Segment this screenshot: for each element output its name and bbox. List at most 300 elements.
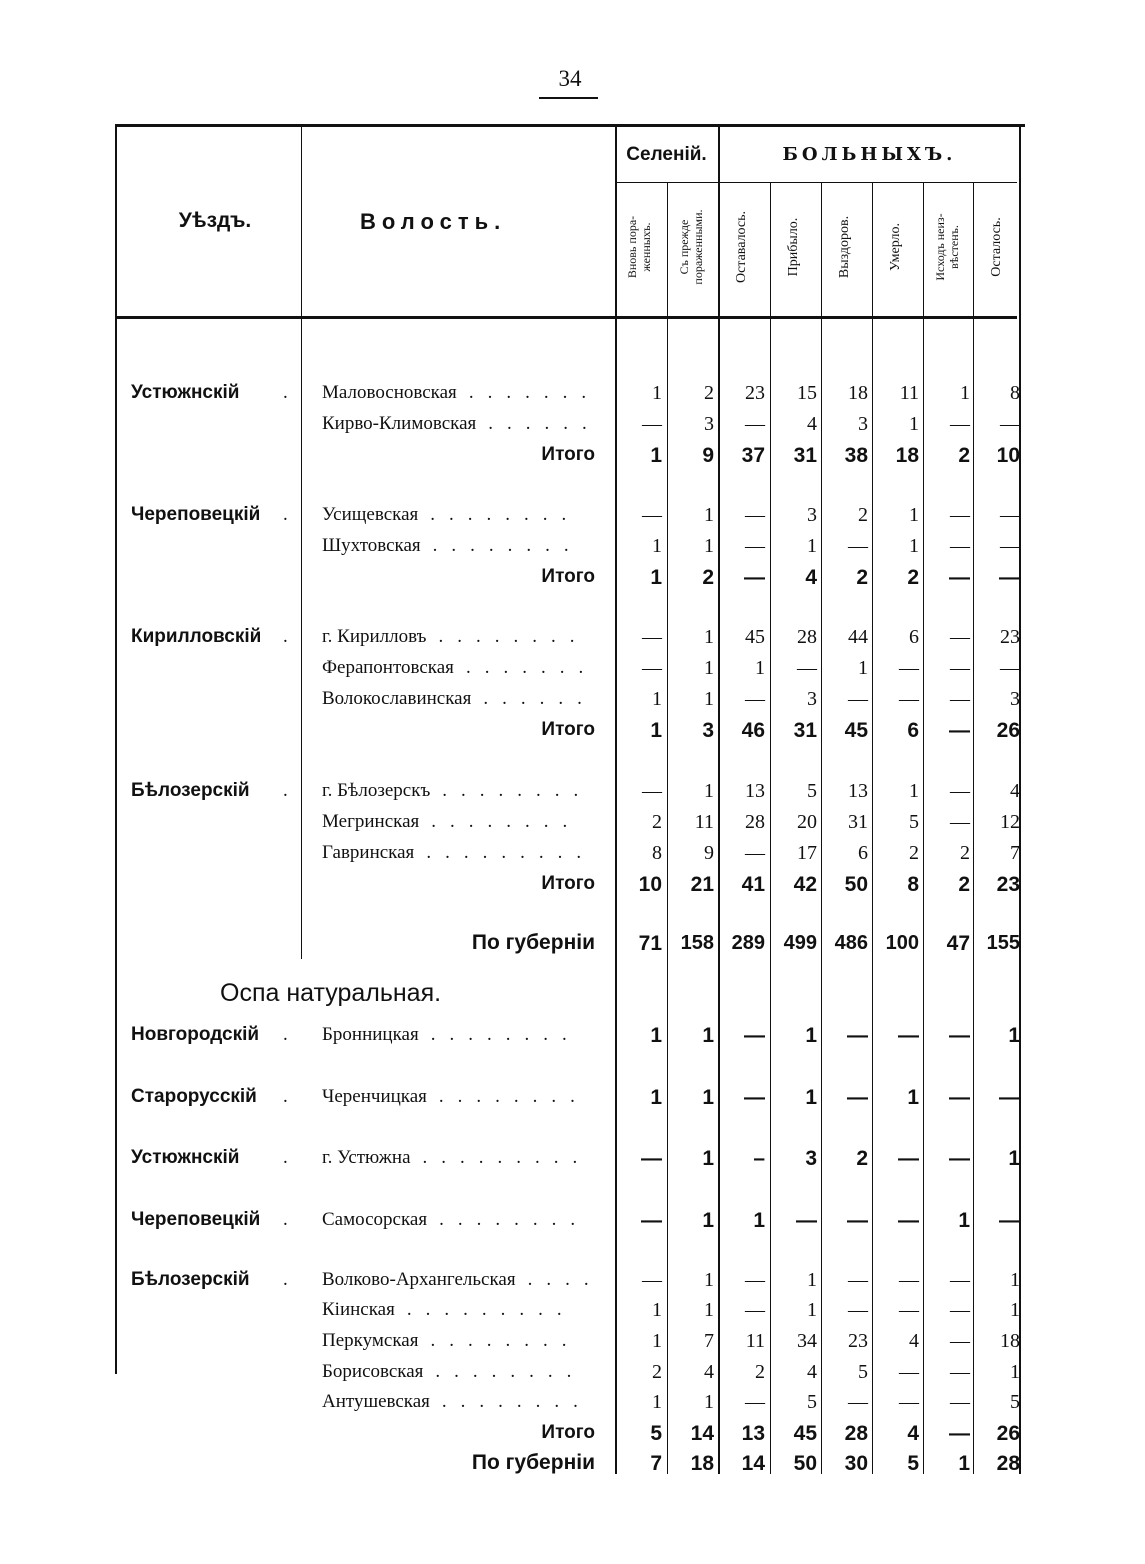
volost-name: г. Устюжна xyxy=(322,1147,411,1168)
cell-value: 1 xyxy=(807,1299,817,1321)
cell-value: 1 xyxy=(907,1086,919,1109)
volost-label xyxy=(322,1330,418,1352)
cell-value: 8 xyxy=(652,842,662,864)
cell-value: 47 xyxy=(946,932,970,955)
subheader-4 xyxy=(821,184,869,309)
itogo-label: Итого xyxy=(541,1422,595,1443)
cell-value: — xyxy=(950,1299,970,1321)
leader-dots: ........ xyxy=(438,626,589,647)
cell-value: 2 xyxy=(907,566,919,589)
subheader-3 xyxy=(770,184,818,309)
table-top-rule xyxy=(115,124,1025,127)
section-title-ospa: Оспа натуральная. xyxy=(220,979,442,1007)
cell-value: 3 xyxy=(702,719,714,742)
subheader-2 xyxy=(718,184,766,309)
cell-value: 1 xyxy=(909,413,919,435)
cell-value: 1 xyxy=(1008,1147,1020,1170)
cell-value: 12 xyxy=(1000,811,1020,833)
cell-value: 100 xyxy=(885,932,919,954)
uezd-label: Старорусскій xyxy=(131,1086,257,1107)
volost-label xyxy=(322,413,476,435)
subheader-5 xyxy=(872,184,920,309)
cell-value: 46 xyxy=(741,719,765,742)
cell-value: 3 xyxy=(1010,688,1020,710)
cell-value: 1 xyxy=(1010,1361,1020,1383)
cell-value: 1 xyxy=(652,382,662,404)
cell-value: — xyxy=(899,1299,919,1321)
cell-value: 28 xyxy=(996,1452,1020,1475)
leader-dot: . xyxy=(283,1147,288,1168)
cell-value: — xyxy=(949,1147,970,1170)
cell-value: — xyxy=(745,842,765,864)
uezd-volost-divider xyxy=(301,124,302,959)
uezd-label: Череповецкій xyxy=(131,1209,261,1230)
cell-value: 1 xyxy=(652,688,662,710)
cell-value: — xyxy=(744,566,765,589)
cell-value: 13 xyxy=(848,780,868,802)
cell-value: 1 xyxy=(958,1209,970,1232)
cell-value: — xyxy=(898,1024,919,1047)
cell-value: 3 xyxy=(704,413,714,435)
cell-value: 1 xyxy=(652,1391,662,1413)
cell-value: 3 xyxy=(807,688,817,710)
cell-value: 1 xyxy=(650,444,662,467)
cell-value: — xyxy=(999,1086,1020,1109)
volost-label xyxy=(322,1299,395,1321)
leader-dots: ........ xyxy=(439,1209,590,1230)
cell-value: 1 xyxy=(753,1209,765,1232)
cell-value: — xyxy=(745,1299,765,1321)
cell-value: 3 xyxy=(858,413,868,435)
statistics-table xyxy=(115,124,1025,1484)
cell-value: — xyxy=(641,1209,662,1232)
subheader-0 xyxy=(615,184,663,309)
cell-value: 1 xyxy=(909,504,919,526)
cell-value: 20 xyxy=(797,811,817,833)
cell-value: 28 xyxy=(844,1422,868,1445)
leader-dots: ........ xyxy=(432,535,583,556)
volost-name: Шухтовская xyxy=(322,535,421,556)
volost-name: г. Кирилловъ xyxy=(322,626,427,647)
cell-value: — xyxy=(899,657,919,679)
cell-value: 2 xyxy=(704,382,714,404)
cell-value: — xyxy=(1000,657,1020,679)
volost-label xyxy=(322,1086,427,1108)
cell-value: — xyxy=(999,1209,1020,1232)
cell-value: 44 xyxy=(848,626,868,648)
leader-dots: ...... xyxy=(483,688,596,709)
leader-dot: . xyxy=(283,1086,288,1107)
cell-value: — xyxy=(949,1024,970,1047)
leader-dot: . xyxy=(283,780,288,801)
cell-value: — xyxy=(848,535,868,557)
uezd-label: Кирилловскій xyxy=(131,626,262,647)
cell-value: 1 xyxy=(650,566,662,589)
cell-value: — xyxy=(641,1147,662,1170)
uezd-label: Бѣлозерскій xyxy=(131,1269,250,1290)
cell-value: 45 xyxy=(793,1422,817,1445)
volost-label xyxy=(322,657,454,679)
cell-value: — xyxy=(847,1209,868,1232)
volost-name: Гавринская xyxy=(322,842,415,863)
cell-value: 26 xyxy=(996,719,1020,742)
cell-value: 1 xyxy=(702,1209,714,1232)
cell-value: — xyxy=(950,1330,970,1352)
cell-value: 3 xyxy=(807,504,817,526)
cell-value: — xyxy=(642,1269,662,1291)
header-volost: Волость. xyxy=(360,209,507,234)
volost-name: Усищевская xyxy=(322,504,419,525)
cell-value: 1 xyxy=(704,535,714,557)
cell-value: 7 xyxy=(1010,842,1020,864)
cell-value: 1 xyxy=(1010,1269,1020,1291)
cell-value: 1 xyxy=(807,1269,817,1291)
volost-name: Борисовская xyxy=(322,1361,424,1382)
cell-value: 37 xyxy=(741,444,765,467)
cell-value: 45 xyxy=(745,626,765,648)
cell-value: 18 xyxy=(848,382,868,404)
subheader-1 xyxy=(667,184,715,309)
cell-value: — xyxy=(744,1086,765,1109)
leader-dots: ........ xyxy=(435,1361,586,1382)
leader-dot: . xyxy=(283,1209,288,1230)
cell-value: 4 xyxy=(907,1422,919,1445)
cell-value: 17 xyxy=(797,842,817,864)
cell-value: 1 xyxy=(958,1452,970,1475)
cell-value: 45 xyxy=(844,719,868,742)
cell-value: — xyxy=(745,504,765,526)
cell-value: — xyxy=(999,566,1020,589)
cell-value: 2 xyxy=(652,1361,662,1383)
cell-value: 1 xyxy=(755,657,765,679)
cell-value: — xyxy=(898,1147,919,1170)
volost-label xyxy=(322,504,418,526)
cell-value: 1 xyxy=(704,1269,714,1291)
cell-value: 21 xyxy=(690,873,714,896)
cell-value: — xyxy=(745,413,765,435)
cell-value: 2 xyxy=(856,1147,868,1170)
subheader-7 xyxy=(973,184,1021,309)
cell-value: 1 xyxy=(909,535,919,557)
cell-value: 38 xyxy=(844,444,868,467)
header-seleniy: Селеній. xyxy=(626,144,707,165)
itogo-label: Итого xyxy=(541,873,595,894)
cell-value: 5 xyxy=(858,1361,868,1383)
cell-value: — xyxy=(949,1422,970,1445)
volost-label xyxy=(322,626,426,648)
cell-value: 1 xyxy=(1008,1024,1020,1047)
leader-dots: ...... xyxy=(488,413,601,434)
cell-value: — xyxy=(899,1391,919,1413)
cell-value: — xyxy=(899,1361,919,1383)
cell-value: 9 xyxy=(702,444,714,467)
cell-value: 1 xyxy=(704,1299,714,1321)
cell-value: 28 xyxy=(797,626,817,648)
cell-value: 50 xyxy=(844,873,868,896)
cell-value: — xyxy=(848,1391,868,1413)
leader-dots: ........ xyxy=(430,1024,581,1045)
leader-dots: ........ xyxy=(442,780,593,801)
subheader-label: Выздоров. xyxy=(837,215,852,278)
cell-value: — xyxy=(950,780,970,802)
cell-value: 34 xyxy=(797,1330,817,1352)
cell-value: 14 xyxy=(741,1452,765,1475)
cell-value: 13 xyxy=(741,1422,765,1445)
subheader-label: Оставалось. xyxy=(734,210,749,283)
page-number-rule xyxy=(539,97,598,99)
cell-value: 5 xyxy=(907,1452,919,1475)
cell-value: — xyxy=(848,1269,868,1291)
cell-value: 15 xyxy=(797,382,817,404)
cell-value: 30 xyxy=(844,1452,868,1475)
cell-value: 1 xyxy=(1010,1299,1020,1321)
volost-label xyxy=(322,842,414,864)
leader-dots: ....... xyxy=(468,382,601,403)
cell-value: 14 xyxy=(690,1422,714,1445)
volost-label xyxy=(322,1391,430,1413)
cell-value: 2 xyxy=(755,1361,765,1383)
cell-value: — xyxy=(950,811,970,833)
cell-value: — xyxy=(745,535,765,557)
cell-value: 1 xyxy=(858,657,868,679)
volost-label xyxy=(322,535,421,557)
cell-value: — xyxy=(899,1269,919,1291)
volost-label xyxy=(322,811,419,833)
volost-name: Ферапонтовская xyxy=(322,657,454,678)
cell-value: 6 xyxy=(909,626,919,648)
cell-value: 1 xyxy=(909,780,919,802)
cell-value: 1 xyxy=(704,504,714,526)
volost-name: Кирво-Климовская xyxy=(322,413,477,434)
cell-value: 2 xyxy=(958,873,970,896)
volost-name: Перкумская xyxy=(322,1330,419,1351)
cell-value: 7 xyxy=(704,1330,714,1352)
uezd-label: Череповецкій xyxy=(131,504,261,525)
leader-dot: . xyxy=(283,1269,288,1290)
uezd-label: Новгородскій xyxy=(131,1024,260,1045)
cell-value: — xyxy=(950,1269,970,1291)
cell-value: 1 xyxy=(805,1024,817,1047)
cell-value: 9 xyxy=(704,842,714,864)
cell-value: 1 xyxy=(702,1024,714,1047)
cell-value: — xyxy=(950,1391,970,1413)
cell-value: 2 xyxy=(702,566,714,589)
cell-value: 41 xyxy=(741,873,765,896)
cell-value: 1 xyxy=(704,626,714,648)
cell-value: 1 xyxy=(652,535,662,557)
cell-value: — xyxy=(950,688,970,710)
volost-name: Кіинская xyxy=(322,1299,395,1320)
cell-value: — xyxy=(950,535,970,557)
cell-value: 31 xyxy=(848,811,868,833)
uezd-label: Устюжнскій xyxy=(131,1147,240,1168)
cell-value: 1 xyxy=(805,1086,817,1109)
leader-dot: . xyxy=(283,382,288,403)
volost-label xyxy=(322,780,430,802)
cell-value: – xyxy=(753,1147,765,1170)
cell-value: — xyxy=(950,657,970,679)
cell-value: 42 xyxy=(793,873,817,896)
cell-value: 155 xyxy=(986,932,1020,954)
volost-label xyxy=(322,1147,411,1169)
uezd-label: Устюжнскій xyxy=(131,382,240,403)
cell-value: 1 xyxy=(652,1330,662,1352)
cell-value: — xyxy=(744,1024,765,1047)
cell-value: — xyxy=(949,1086,970,1109)
leader-dots: ......... xyxy=(422,1147,592,1168)
cell-value: 1 xyxy=(702,1086,714,1109)
subheader-label: Прибыло. xyxy=(786,217,801,276)
uezd-label: Бѣлозерскій xyxy=(131,780,250,801)
cell-value: 4 xyxy=(807,413,817,435)
cell-value: 1 xyxy=(960,382,970,404)
cell-value: — xyxy=(797,657,817,679)
cell-value: 4 xyxy=(1010,780,1020,802)
header-uezd: Уѣздъ. xyxy=(178,209,252,232)
cell-value: 50 xyxy=(793,1452,817,1475)
cell-value: 1 xyxy=(650,1024,662,1047)
cell-value: 6 xyxy=(858,842,868,864)
cell-value: — xyxy=(796,1209,817,1232)
po-gubernii-label: По губерніи xyxy=(471,1451,595,1474)
cell-value: 26 xyxy=(996,1422,1020,1445)
itogo-label: Итого xyxy=(541,719,595,740)
cell-value: 23 xyxy=(745,382,765,404)
cell-value: 18 xyxy=(690,1452,714,1475)
cell-value: — xyxy=(745,1269,765,1291)
leader-dots: ........ xyxy=(430,504,581,525)
volost-label xyxy=(322,1209,427,1231)
cell-value: 158 xyxy=(680,932,714,954)
cell-value: — xyxy=(898,1209,919,1232)
cell-value: 23 xyxy=(848,1330,868,1352)
volost-name: Черенчицкая xyxy=(322,1086,427,1107)
cell-value: 2 xyxy=(958,444,970,467)
subheader-6 xyxy=(923,184,971,309)
leader-dots: .... xyxy=(527,1269,603,1290)
cell-value: 6 xyxy=(907,719,919,742)
cell-value: 23 xyxy=(996,873,1020,896)
cell-value: 8 xyxy=(907,873,919,896)
cell-value: 3 xyxy=(805,1147,817,1170)
cell-value: — xyxy=(848,1299,868,1321)
header-bottom-rule xyxy=(115,316,1017,319)
cell-value: 31 xyxy=(793,719,817,742)
subheader-label: Вновь пора- женныхъ. xyxy=(625,215,653,278)
cell-value: — xyxy=(642,626,662,648)
cell-value: 1 xyxy=(650,719,662,742)
volost-name: Маловосновская xyxy=(322,382,457,403)
volost-name: Самосорская xyxy=(322,1209,428,1230)
leader-dot: . xyxy=(283,1024,288,1045)
cell-value: — xyxy=(847,1024,868,1047)
volost-name: Волокославинская xyxy=(322,688,472,709)
volost-label xyxy=(322,1361,423,1383)
cell-value: 31 xyxy=(793,444,817,467)
page-number: 34 xyxy=(558,66,582,91)
cell-value: — xyxy=(899,688,919,710)
cell-value: 289 xyxy=(731,932,765,954)
group-header-rule xyxy=(615,182,1017,183)
subheader-label: Исходъ неиз- вѣстенъ. xyxy=(933,212,961,281)
cell-value: — xyxy=(642,780,662,802)
cell-value: — xyxy=(745,1391,765,1413)
cell-value: — xyxy=(642,657,662,679)
volost-name: Антушевская xyxy=(322,1391,430,1412)
cell-value: — xyxy=(848,688,868,710)
cell-value: — xyxy=(950,626,970,648)
cell-value: 1 xyxy=(704,688,714,710)
cell-value: 486 xyxy=(834,932,868,954)
leader-dot: . xyxy=(283,504,288,525)
cell-value: 23 xyxy=(1000,626,1020,648)
leader-dot: . xyxy=(283,626,288,647)
volost-label xyxy=(322,688,471,710)
cell-value: 5 xyxy=(807,780,817,802)
cell-value: 4 xyxy=(805,566,817,589)
volost-name: Волково-Архангельская xyxy=(322,1269,516,1290)
itogo-label: Итого xyxy=(541,444,595,465)
cell-value: 1 xyxy=(652,1299,662,1321)
volost-label xyxy=(322,1024,419,1046)
cell-value: — xyxy=(1000,535,1020,557)
cell-value: — xyxy=(950,504,970,526)
po-gubernii-label: По губерніи xyxy=(471,931,595,954)
cell-value: — xyxy=(1000,413,1020,435)
cell-value: 7 xyxy=(650,1452,662,1475)
cell-value: 2 xyxy=(909,842,919,864)
cell-value: 8 xyxy=(1010,382,1020,404)
cell-value: 1 xyxy=(807,535,817,557)
leader-dots: ....... xyxy=(465,657,598,678)
cell-value: 10 xyxy=(638,873,662,896)
cell-value: 71 xyxy=(638,932,662,955)
volost-name: Бронницкая xyxy=(322,1024,419,1045)
leader-dots: ........ xyxy=(438,1086,589,1107)
leader-dots: ......... xyxy=(406,1299,576,1320)
cell-value: 28 xyxy=(745,811,765,833)
cell-value: — xyxy=(642,504,662,526)
cell-value: 2 xyxy=(856,566,868,589)
cell-value: 11 xyxy=(694,811,714,833)
cell-value: 1 xyxy=(704,780,714,802)
cell-value: — xyxy=(642,413,662,435)
cell-value: 18 xyxy=(895,444,919,467)
cell-value: 10 xyxy=(996,444,1020,467)
volost-label xyxy=(322,382,457,404)
cell-value: — xyxy=(949,719,970,742)
cell-value: 4 xyxy=(807,1361,817,1383)
cell-value: 5 xyxy=(807,1391,817,1413)
cell-value: 11 xyxy=(899,382,919,404)
itogo-label: Итого xyxy=(541,566,595,587)
cell-value: 2 xyxy=(960,842,970,864)
cell-value: 11 xyxy=(745,1330,765,1352)
cell-value: 2 xyxy=(652,811,662,833)
leader-dots: ........ xyxy=(441,1391,592,1412)
cell-value: 499 xyxy=(783,932,817,954)
cell-value: 5 xyxy=(1010,1391,1020,1413)
leader-dots: ......... xyxy=(426,842,596,863)
cell-value: 1 xyxy=(704,1391,714,1413)
cell-value: — xyxy=(1000,504,1020,526)
subheader-label: Съ прежде пораженными. xyxy=(677,208,705,285)
volost-label xyxy=(322,1269,516,1291)
cell-value: 1 xyxy=(704,657,714,679)
cell-value: 4 xyxy=(909,1330,919,1352)
cell-value: 2 xyxy=(858,504,868,526)
header-bolnykh: БОЛЬНЫХЪ. xyxy=(782,144,957,165)
